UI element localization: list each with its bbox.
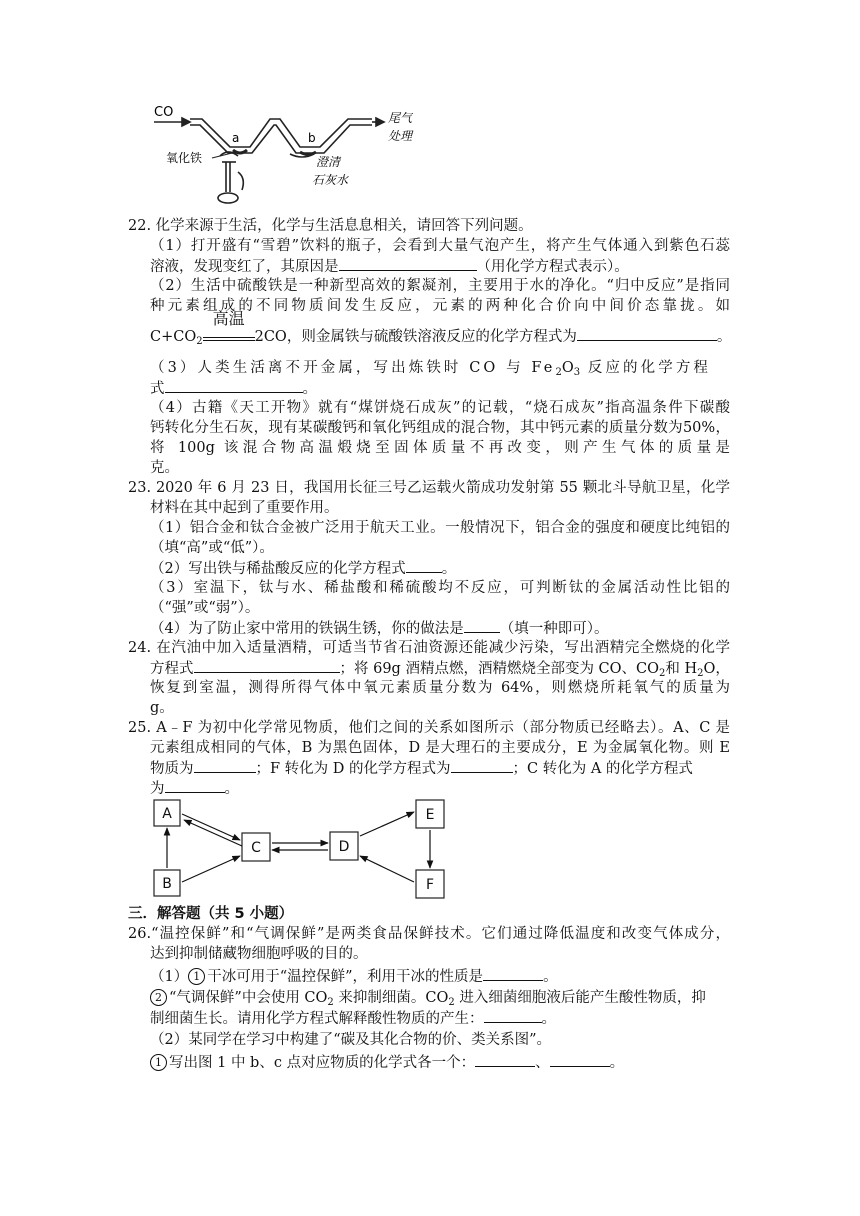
q25-line3a: 物质为 [150, 761, 194, 777]
q22-p3-line2a: 式 [150, 381, 165, 397]
q22-answer-2[interactable] [577, 326, 717, 341]
arrow-b-to-c [182, 856, 240, 882]
q26-p2-line2b: 。 [541, 1011, 556, 1027]
q22-p1-line2b: （用化学方程式表示）。 [476, 259, 629, 275]
q26-number: 26. [128, 926, 152, 942]
q25-line4a: 为 [150, 781, 165, 797]
q22-stem: 化学来源于生活，化学与生活息息相关，请回答下列问题。 [155, 218, 533, 234]
q25-line3b: ；F 转化为 D 的化学方程式为 [255, 761, 451, 777]
q26-answer-2[interactable] [484, 1008, 542, 1023]
q22-p2-line2: 种元素组成的不同物质间发生反应，元素的两种化合价向中间价态靠拢。如 [150, 298, 730, 314]
q22-p1-line1: （1）打开盛有“雪碧”饮料的瓶子，会看到大量气泡产生，将产生气体通入到紫色石蕊 [150, 238, 730, 254]
exhaust-label-2: 处理 [388, 129, 413, 143]
node-e-label: E [425, 807, 435, 823]
q26-p2-line1a: “气调保鲜”中会使用 CO [169, 990, 328, 1006]
q26-p2-line2a: 制细菌生长。请用化学方程式解释酸性物质的产生： [150, 1011, 484, 1027]
q22-p3-sub1: 2 [555, 367, 562, 378]
q24-line3: 恢复到室温，测得所得气体中氧元素质量分数为 64%，则燃烧所耗氧气的质量为 [150, 680, 730, 696]
q23-p1-line2: （填“高”或“低”）。 [150, 540, 274, 556]
q23-p4a: （4）为了防止家中常用的铁锅生锈，你的做法是 [150, 621, 464, 637]
q26-p1b: 干冰可用于“温控保鲜”，利用干冰的性质是 [207, 969, 484, 985]
node-f-label: F [425, 877, 435, 893]
q26-p4c: 。 [609, 1055, 625, 1071]
q24-sub2: 2 [697, 668, 704, 679]
q26-stem-line1: “温控保鲜”和“气调保鲜”是两类食品保鲜技术。它们通过降低温度和改变气体成分， [151, 926, 730, 942]
node-b-label: B [162, 876, 172, 892]
iron-oxide-label: 氧化铁 [166, 151, 203, 165]
section-3-heading: 三．解答题（共 5 小题） [128, 906, 294, 922]
q22-p2-line3b: 2CO，则金属铁与硫酸铁溶液反应的化学方程式为 [254, 329, 577, 345]
q26-p2-sub2: 2 [448, 997, 455, 1008]
q25-answer-2[interactable] [451, 758, 513, 773]
q24-line1: 在汽油中加入适量酒精，可适当节省石油资源还能减少污染，写出酒精完全燃烧的化学 [156, 640, 731, 656]
q24-number: 24. [128, 640, 152, 656]
q22-p2-line3-sub: 2 [196, 336, 203, 347]
node-c-label: C [251, 840, 261, 856]
q22-p3-line1c: 反应的化学方程 [580, 360, 712, 376]
q25-line1: A﹣F 为初中化学常见物质，他们之间的关系如图所示（部分物质已经略去）。A、C 是 [156, 720, 730, 736]
q22-answer-3[interactable] [165, 378, 303, 393]
q23-stem-line2: 材料在其中起到了重要作用。 [150, 500, 339, 516]
node-d-label: D [338, 839, 350, 855]
q23-p2a: （2）写出铁与稀盐酸反应的化学方程式 [150, 561, 406, 577]
q26-p1c: 。 [543, 969, 558, 985]
q23-answer-4[interactable] [464, 618, 500, 633]
limewater-label-2: 石灰水 [312, 173, 349, 187]
q26-p4a: 写出图 1 中 b、c 点对应物质的化学式各一个： [169, 1055, 476, 1071]
q25-line2: 元素组成相同的气体，B 为黑色固体，D 是大理石的主要成分，E 为金属氧化物。则 E [150, 740, 730, 756]
q26-stem-line2: 达到抑制储藏物细胞呼吸的目的。 [150, 946, 368, 962]
q24-line2b: ；将 69g 酒精点燃，酒精燃烧全部变为 CO、CO [339, 661, 660, 677]
q23-p4b: （填一种即可）。 [499, 621, 609, 637]
q25-answer-1[interactable] [194, 758, 256, 773]
q22-p2-line3c: 。 [716, 329, 732, 345]
q24-line2a: 方程式 [150, 661, 194, 677]
co-label: CO [154, 105, 174, 120]
q23-p2b: 。 [441, 561, 457, 577]
q26-p2-line1c: 进入细菌细胞液后能产生酸性物质，抑 [454, 990, 706, 1006]
arrow-f-to-d [360, 856, 414, 882]
q24-line2d: O， [703, 661, 730, 677]
q26-answer-3[interactable] [475, 1052, 535, 1067]
q23-stem-line1: 2020 年 6 月 23 日，我国用长征三号乙运载火箭成功发射第 55 颗北斗导航卫星，化学 [155, 480, 731, 496]
q22-p2-line3a: C+CO [150, 329, 197, 345]
q22-p3-line1b: O [561, 360, 574, 376]
a-label: a [232, 131, 240, 145]
q25-line4b: 。 [224, 781, 239, 797]
q26-p2-sub1: 2 [327, 997, 334, 1008]
circled-number-1: 1 [188, 968, 205, 985]
q22-number: 22. [128, 218, 152, 234]
exhaust-label-1: 尾气 [388, 111, 413, 125]
q23-number: 23. [128, 480, 152, 496]
q23-answer-2[interactable] [406, 558, 442, 573]
b-label: b [308, 131, 316, 145]
relation-diagram [150, 796, 450, 900]
q26-p2-line1b: 来抑制细菌。CO [333, 990, 449, 1006]
q26-answer-1[interactable] [483, 966, 543, 981]
q22-answer-1[interactable] [339, 256, 477, 271]
apparatus-figure [150, 100, 420, 212]
arrow-a-to-c [182, 814, 240, 840]
q26-p4b: 、 [535, 1055, 550, 1071]
q25-line3c: ；C 转化为 A 的化学方程式 [512, 761, 693, 777]
q26-p3: （2）某同学在学习中构建了“碳及其化合物的价、类关系图”。 [150, 1032, 552, 1048]
q24-sub1: 2 [659, 668, 666, 679]
q24-answer-1[interactable] [194, 658, 340, 673]
arrow-c-to-a [184, 820, 242, 846]
q22-p3-line2b: 。 [302, 381, 317, 397]
q23-p3-line2: （“强”或“弱”）。 [150, 600, 260, 616]
q22-p4-line2: 钙转化分生石灰，现有某碳酸钙和氧化钙组成的混合物，其中钙元素的质量分数为50%， [150, 420, 730, 436]
q24-line2c: 和 H [665, 661, 698, 677]
arrow-d-to-e [360, 812, 414, 836]
node-a-label: A [162, 806, 172, 822]
circled-number-3: 1 [150, 1054, 167, 1071]
q22-p1-line2a: 溶液，发现变红了，其原因是 [150, 259, 339, 275]
q22-p3-line1a: （3）人类生活离不开金属，写出炼铁时 CO 与 Fe [150, 360, 556, 376]
q22-p3-sub2: 3 [573, 367, 581, 378]
condition-label: 高温 [212, 309, 245, 328]
q22-p2-line1: （2）生活中硫酸铁是一种新型高效的絮凝剂，主要用于水的净化。“归中反应”是指同 [150, 278, 730, 294]
q26-answer-4[interactable] [550, 1052, 610, 1067]
high-temp-condition [203, 309, 255, 341]
q24-line4: g。 [150, 700, 174, 716]
q25-number: 25. [128, 720, 152, 736]
limewater-label-1: 澄清 [316, 155, 341, 169]
circled-number-2: 2 [150, 989, 167, 1006]
q25-answer-3[interactable] [165, 778, 225, 793]
q23-p1-line1: （1）铝合金和钛合金被广泛用于航天工业。一般情况下，铝合金的强度和硬度比纯铝的 [150, 520, 730, 536]
q26-p1a: （1） [150, 969, 189, 985]
q23-p3-line1: （3）室温下，钛与水、稀盐酸和稀硫酸均不反应，可判断钛的金属活动性比铝的 [150, 580, 730, 596]
q22-p4-line1: （4）古籍《天工开物》就有“煤饼烧石成灰”的记载，“烧石成灰”指高温条件下碳酸 [150, 400, 730, 416]
q22-p4-line4: 克。 [150, 460, 179, 476]
q22-p4-line3: 将 100g 该混合物高温煅烧至固体质量不再改变，则产生气体的质量是 [150, 440, 730, 456]
